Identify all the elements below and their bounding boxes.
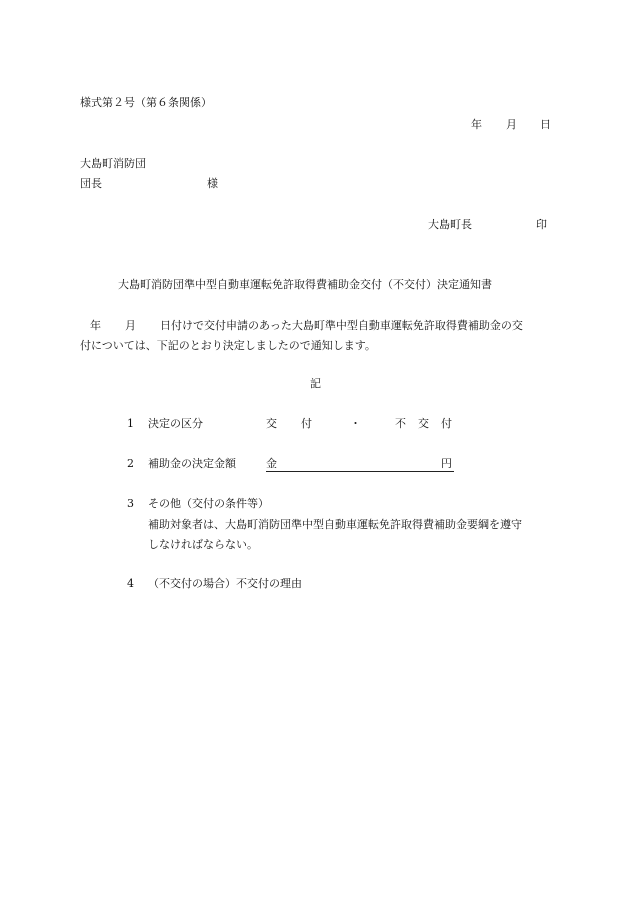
body-month-label: 月 (125, 319, 136, 332)
recipient-organization: 大島町消防団 (80, 157, 146, 170)
item-4-number: 4 (127, 577, 134, 590)
option-fukofu-char1: 不 (395, 417, 406, 430)
item-2-number: 2 (127, 457, 134, 470)
recipient-honorific: 様 (207, 177, 218, 190)
item-3-text-line2: しなければならない。 (148, 538, 258, 551)
sender-name: 大島町長 (428, 218, 472, 231)
body-paragraph-line1 (80, 320, 523, 331)
item-4-label: （不交付の場合）不交付の理由 (148, 577, 302, 590)
recipient-title: 団長 (80, 177, 102, 190)
form-number: 様式第２号（第６条関係） (80, 96, 212, 109)
body-line1-text: 日付けで交付申請のあった大島町準中型自動車運転免許取得費補助金の交 (160, 319, 523, 332)
body-paragraph-line2: 付については、下記のとおり決定しましたので通知します。 (80, 339, 376, 352)
item-3-number: 3 (127, 497, 134, 510)
option-kofu-char2: 付 (301, 417, 312, 430)
option-fukofu-char2: 交 (418, 417, 429, 430)
date-day-label: 日 (540, 118, 551, 131)
option-kofu-char1: 交 (266, 417, 277, 430)
date-month-label: 月 (506, 118, 517, 131)
amount-underline (266, 471, 454, 472)
item-3-label: その他（交付の条件等） (148, 497, 269, 510)
document-title: 大島町消防団準中型自動車運転免許取得費補助金交付（不交付）決定通知書 (118, 278, 492, 291)
item-2-label: 補助金の決定金額 (148, 457, 236, 470)
amount-prefix: 金 (266, 457, 277, 470)
body-year-label: 年 (90, 319, 101, 332)
item-3-text-line1: 補助対象者は、大島町消防団準中型自動車運転免許取得費補助金要綱を遵守 (148, 518, 522, 531)
option-separator: ・ (350, 417, 361, 430)
seal-mark: 印 (536, 218, 547, 231)
item-1-number: 1 (127, 417, 134, 430)
option-fukofu-char3: 付 (441, 417, 452, 430)
amount-suffix: 円 (441, 457, 452, 470)
item-1-label: 決定の区分 (148, 417, 203, 430)
date-year-label: 年 (471, 118, 482, 131)
ki-heading: 記 (310, 377, 321, 390)
